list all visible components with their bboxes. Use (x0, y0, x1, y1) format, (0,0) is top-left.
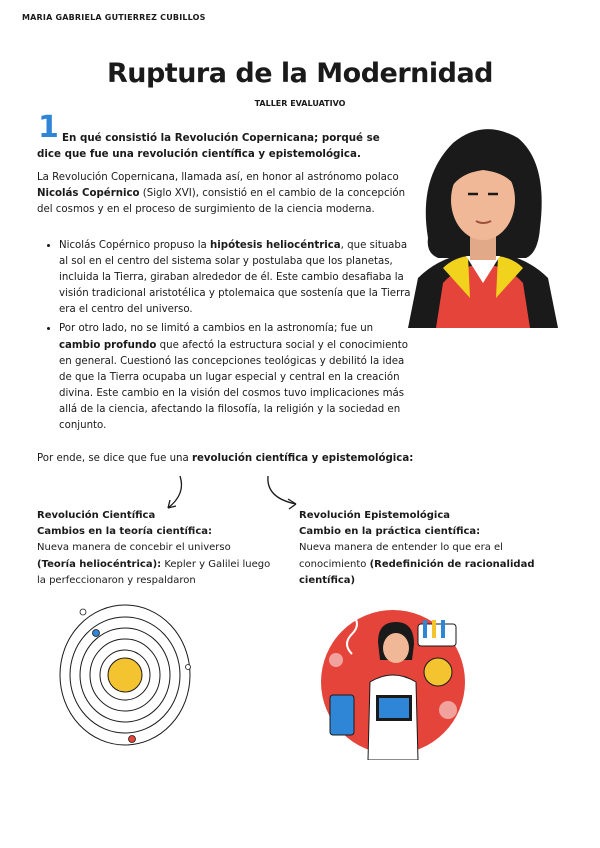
column-paragraph (37, 557, 277, 589)
solar-system-illustration (55, 595, 205, 760)
page-title: Ruptura de la Modernidad (106, 58, 494, 89)
planet-icon (80, 609, 86, 615)
author-name: MARIA GABRIELA GUTIERREZ CUBILLOS (22, 13, 206, 22)
epistemological-revolution-column (299, 508, 549, 589)
planet-icon (93, 630, 100, 637)
bullet-list (45, 238, 414, 437)
scientific-revolution-column (37, 508, 277, 589)
scientist-lab-illustration (308, 600, 478, 760)
list-item (59, 238, 414, 318)
conclusion-bold: revolución científica y epistemológica: (191, 453, 414, 464)
bullet-bold: cambio profundo (59, 339, 157, 351)
column-paragraph (299, 540, 549, 589)
bullet-text: que afectó la estructura social y el conocimiento en general. Cuestionó las concepciones teológicas y debilitó la idea de que la Tierra ocupaba un lugar especial y central en la creación divina. Este cambio en la visión del cosmos tuvo implicaciones más allá de la ciencia, afectando la filosofía, la religión y la sociedad en conjunto. (59, 339, 409, 432)
bullet-bold: hipótesis heliocéntrica (210, 240, 341, 251)
intro-text-before: La Revolución Copernicana, llamada así, en honor al astrónomo polaco (37, 172, 399, 183)
bullet-text: Por otro lado, no se limitó a cambios en la astronomía; fue un (59, 323, 374, 335)
column-subheading: Cambios en la teoría científica: (37, 526, 213, 538)
sun-icon (108, 658, 142, 692)
column-heading: Revolución Científica (37, 510, 156, 521)
column-text: Nueva manera de entender lo que era el conocimiento (299, 542, 503, 570)
conclusion-line (37, 453, 457, 464)
curved-arrow-left-icon (168, 476, 182, 508)
list-item (59, 321, 414, 434)
microscope-icon (330, 695, 354, 735)
copernicus-portrait-illustration (398, 118, 568, 328)
copernicus-name: Nicolás Copérnico (37, 188, 140, 200)
conclusion-text: Por ende, se dice que fue una (37, 453, 192, 464)
column-bold: (Teoría heliocéntrica): (37, 558, 162, 570)
planet-icon (186, 665, 191, 670)
bullet-text: , que situaba al sol en el centro del sistema solar y postulaba que los planetas, incluida la Tierra, giraban alrededor de él. Este cambio desafiaba la visión tradicional aristotélica y ptolemaica que sostenía que la Tierra era el centro del universo. (59, 240, 411, 316)
column-bold: (Redefinición de racionalidad científica) (299, 558, 535, 586)
question-number: 1 (38, 110, 59, 145)
intro-paragraph (37, 170, 407, 218)
column-text: Kepler y Galilei luego la perfeccionaron y respaldaron (37, 558, 271, 586)
column-subheading: Cambio en la práctica científica: (299, 526, 481, 538)
curved-arrow-right-icon (268, 476, 296, 504)
column-text: Nueva manera de concebir el universo (37, 542, 231, 554)
intro-text-after: (Siglo XVI), consistió en el cambio de la concepción del cosmos y en el proceso de surgimiento de la ciencia moderna. (37, 188, 406, 216)
page-subtitle: TALLER EVALUATIVO (254, 99, 346, 108)
column-heading: Revolución Epistemológica (299, 510, 451, 521)
planet-icon (129, 736, 136, 743)
question-text: En qué consistió la Revolución Copernicana; porqué se dice que fue una revolución científica y epistemológica. (37, 132, 380, 160)
bullet-text: Nicolás Copérnico propuso la (59, 240, 211, 251)
